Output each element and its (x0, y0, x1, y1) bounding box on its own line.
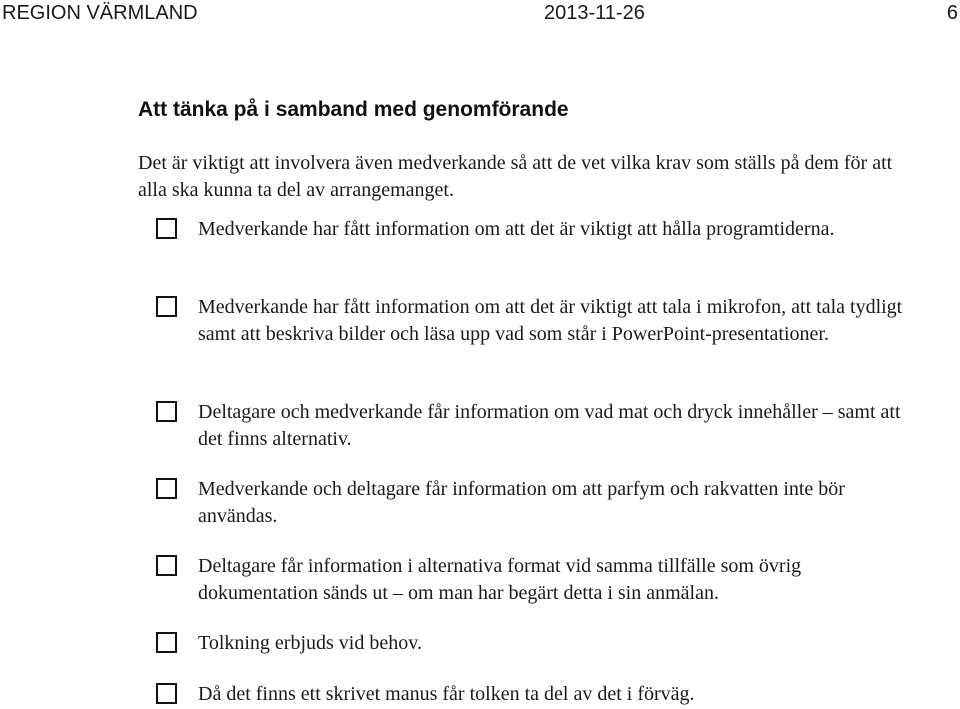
checklist-item-text: Medverkande har fått information om att det är viktigt att hålla programtiderna. (198, 218, 835, 240)
checkbox[interactable] (156, 555, 177, 576)
header-page-number: 6 (946, 2, 958, 24)
section-intro: Det är viktigt att involvera även medverkande så att de vet vilka krav som ställs på dem för att alla ska kunna ta del av arrangemanget. (138, 152, 893, 201)
checklist-item-text: Medverkande har fått information om att det är viktigt att tala i mikrofon, att tala tydligt samt att beskriva bilder och läsa upp vad som står i PowerPoint-presentationer. (198, 296, 903, 345)
checklist-item-text: Då det finns ett skrivet manus får tolken ta del av det i förväg. (198, 683, 695, 705)
page-header (0, 2, 960, 28)
header-organization: REGION VÄRMLAND (2, 2, 198, 24)
checklist-item-text: Medverkande och deltagare får information om att parfym och rakvatten inte bör användas. (198, 478, 845, 527)
checklist-item-text: Deltagare och medverkande får information om vad mat och dryck innehåller – samt att det finns alternativ. (198, 401, 901, 450)
section-heading: Att tänka på i samband med genomförande (138, 98, 569, 121)
checkbox[interactable] (156, 632, 177, 653)
checkbox[interactable] (156, 478, 177, 499)
checkbox[interactable] (156, 401, 177, 422)
checklist-item-text: Tolkning erbjuds vid behov. (198, 632, 422, 654)
checklist-item-text: Deltagare får information i alternativa format vid samma tillfälle som övrig dokumentation sänds ut – om man har begärt detta i sin anmälan. (198, 555, 802, 604)
checkbox[interactable] (156, 683, 177, 704)
header-date: 2013-11-26 (544, 2, 645, 24)
checkbox[interactable] (156, 218, 177, 239)
checkbox[interactable] (156, 296, 177, 317)
